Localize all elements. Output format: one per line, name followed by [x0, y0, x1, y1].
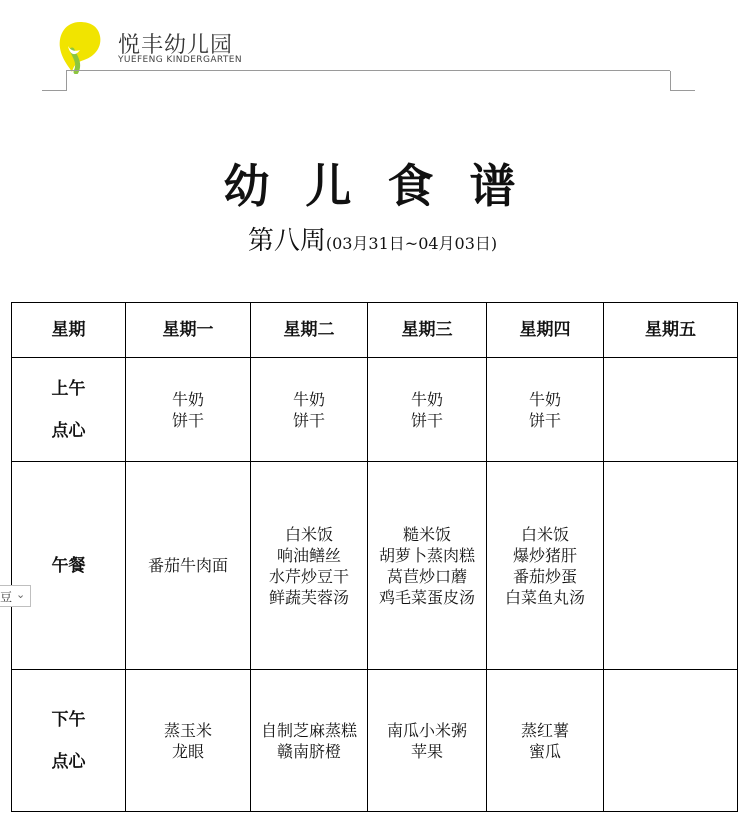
- header-cell: 星期三: [368, 303, 487, 358]
- header-cell: 星期二: [251, 303, 368, 358]
- menu-cell: 牛奶 饼干: [251, 358, 368, 462]
- header-cell: 星期一: [126, 303, 251, 358]
- crop-mark-left: [66, 71, 67, 90]
- menu-cell: 南瓜小米粥 苹果: [368, 670, 487, 812]
- crop-mark-left-h: [42, 90, 67, 91]
- header-cell: 星期五: [604, 303, 738, 358]
- page-subtitle: [0, 220, 745, 257]
- table-row: [12, 670, 738, 812]
- menu-cell: 牛奶 饼干: [368, 358, 487, 462]
- table-header-row: [12, 303, 738, 358]
- table-row: [12, 358, 738, 462]
- menu-cell: 牛奶 饼干: [487, 358, 604, 462]
- menu-cell: 番茄牛肉面: [126, 462, 251, 670]
- crop-mark-right-h: [670, 90, 695, 91]
- logo-chinese-name: 悦丰幼儿园: [118, 33, 234, 58]
- menu-cell: 白米饭 爆炒猪肝 番茄炒蛋 白菜鱼丸汤: [487, 462, 604, 670]
- menu-cell: 蒸红薯 蜜瓜: [487, 670, 604, 812]
- chevron-down-icon[interactable]: ⌄: [16, 588, 26, 601]
- menu-cell: 蒸玉米 龙眼: [126, 670, 251, 812]
- page-title: 幼儿食谱: [223, 159, 552, 213]
- side-dropdown-label: 豆: [0, 590, 13, 604]
- crop-mark-right: [670, 71, 671, 90]
- table-row: [12, 462, 738, 670]
- kindergarten-logo-icon: [58, 20, 102, 74]
- row-label: 午餐: [12, 462, 126, 670]
- menu-cell-empty: [604, 358, 738, 462]
- side-dropdown[interactable]: [0, 585, 31, 607]
- header-rule: [66, 70, 670, 71]
- menu-cell: 白米饭 响油鳝丝 水芹炒豆干 鲜蔬芙蓉汤: [251, 462, 368, 670]
- header-cell: 星期: [12, 303, 126, 358]
- menu-cell-empty: [604, 670, 738, 812]
- date-range: (03月31日~04月03日): [325, 234, 498, 253]
- menu-cell: 自制芝麻蒸糕 赣南脐橙: [251, 670, 368, 812]
- logo-english-name: YUEFENG KINDERGARTEN: [118, 55, 243, 65]
- header-cell: 星期四: [487, 303, 604, 358]
- menu-cell: 牛奶 饼干: [126, 358, 251, 462]
- week-label: 第八周: [247, 226, 326, 256]
- row-label: 下午 点心: [12, 670, 126, 812]
- menu-cell: 糙米饭 胡萝卜蒸肉糕 莴苣炒口蘑 鸡毛菜蛋皮汤: [368, 462, 487, 670]
- menu-table: [11, 302, 738, 812]
- row-label: 上午 点心: [12, 358, 126, 462]
- menu-cell-empty: [604, 462, 738, 670]
